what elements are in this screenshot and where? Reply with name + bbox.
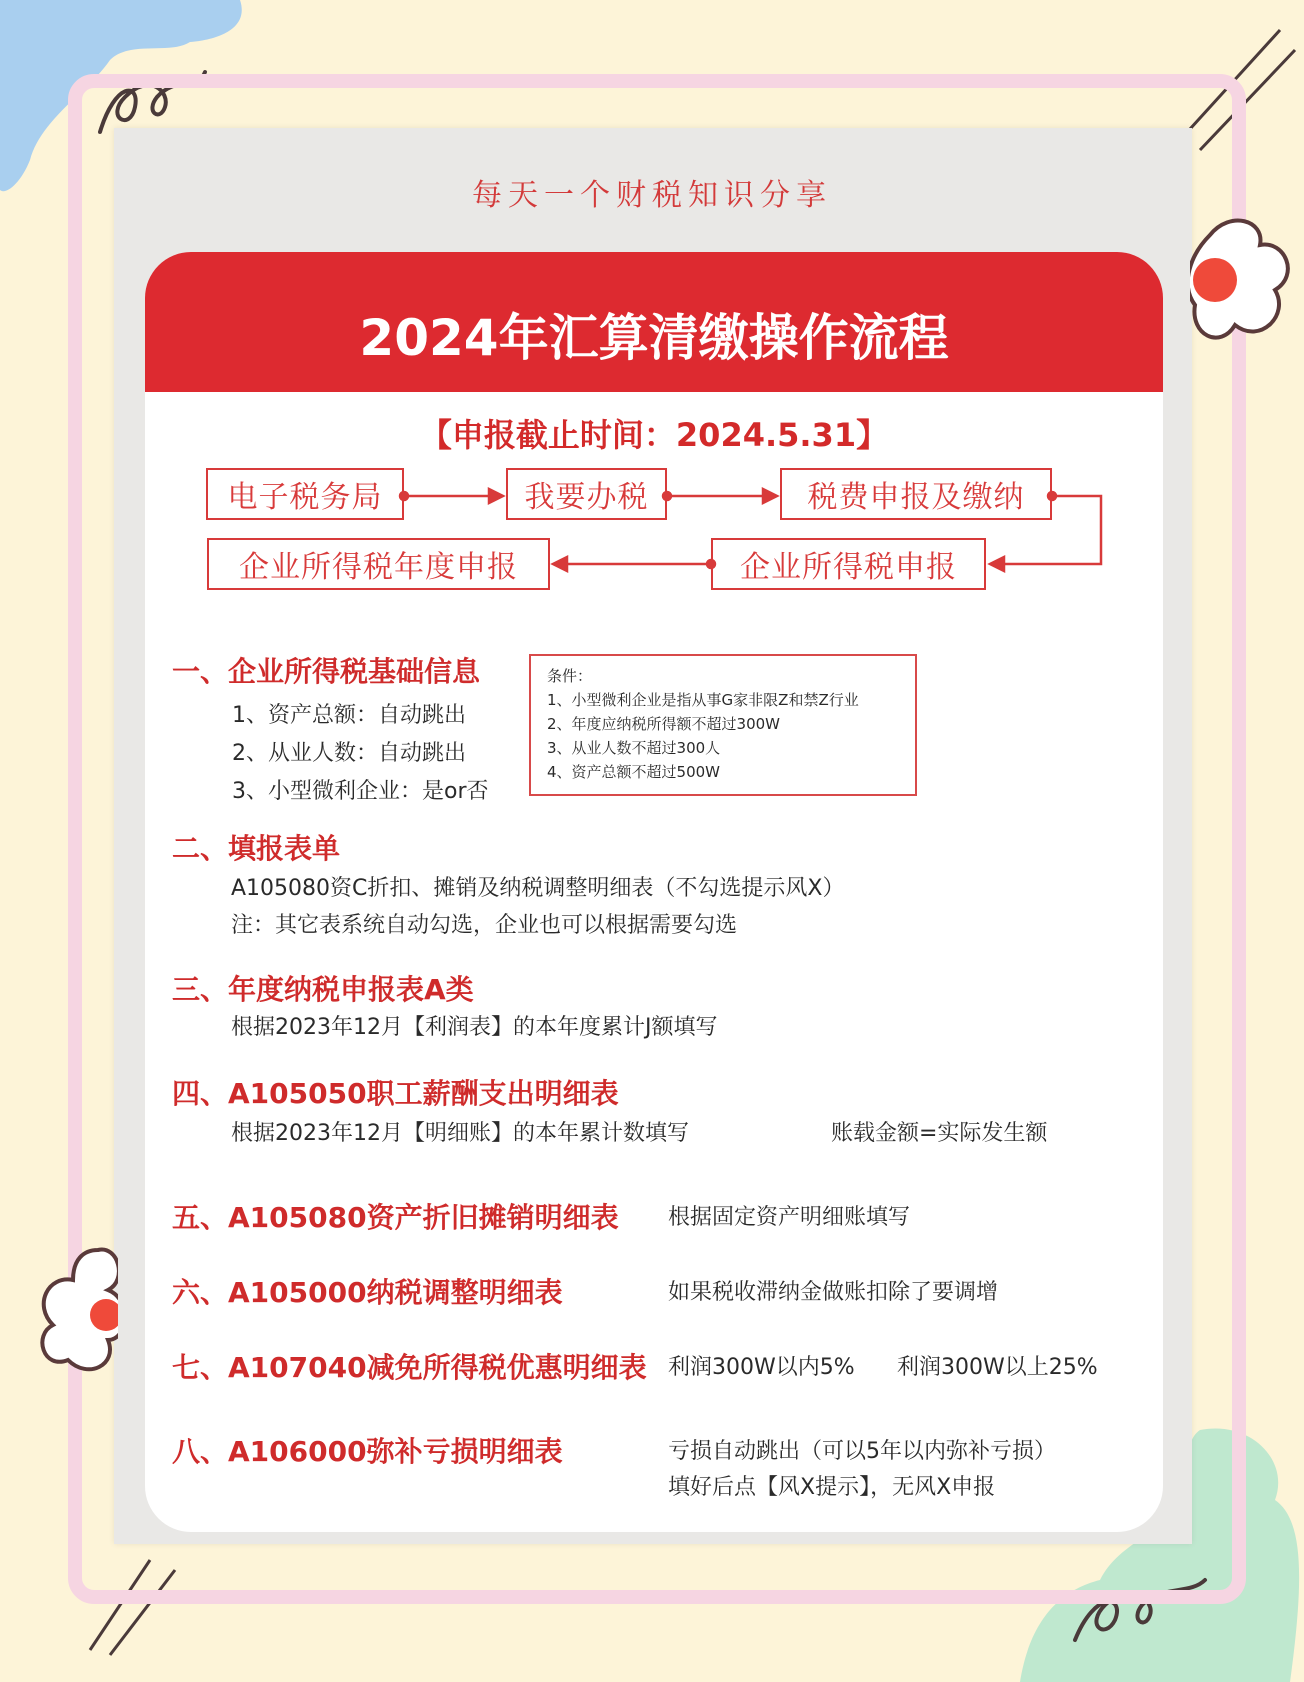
flow-step-tax-declaration: 税费申报及缴纳: [780, 468, 1052, 520]
flow-step-annual-cit-declaration: 企业所得税年度申报: [207, 538, 550, 590]
section-4-line-1: 根据2023年12月【明细账】的本年累计数填写: [231, 1121, 689, 1146]
conditions-label: 条件：: [547, 667, 593, 685]
flow-step-cit-declaration: 企业所得税申报: [711, 538, 986, 590]
condition-item: 4、资产总额不超过500W: [547, 763, 721, 781]
section-1-item-3: 3、小型微利企业：是or否: [232, 779, 489, 804]
section-1-title: 一、企业所得税基础信息: [172, 655, 481, 688]
section-3-title: 三、年度纳税申报表A类: [172, 973, 474, 1006]
section-5-title: 五、A105080资产折旧摊销明细表: [172, 1201, 619, 1234]
condition-item: 2、年度应纳税所得额不超过300W: [547, 715, 781, 733]
condition-item: 1、小型微利企业是指从事G家非限Z和禁Z行业: [547, 691, 859, 709]
page-title: 2024年汇算清缴操作流程: [359, 309, 949, 367]
section-8-title: 八、A106000弥补亏损明细表: [172, 1435, 563, 1468]
section-1-item-1: 1、资产总额：自动跳出: [232, 703, 466, 728]
section-8-note-1: 亏损自动跳出（可以5年以内弥补亏损）: [668, 1439, 1056, 1464]
section-3-line-1: 根据2023年12月【利润表】的本年度累计J额填写: [231, 1015, 718, 1040]
section-7-title: 七、A107040减免所得税优惠明细表: [172, 1351, 647, 1384]
deadline-text: 【申报截止时间：2024.5.31】: [419, 416, 889, 454]
section-2-line-1: A105080资C折扣、摊销及纳税调整明细表（不勾选提示风X）: [231, 876, 845, 901]
section-4-note: 账载金额=实际发生额: [831, 1121, 1048, 1146]
content-card: [145, 252, 1163, 1532]
flower-right: [1190, 205, 1300, 355]
section-7-note-1: 利润300W以内5%: [668, 1355, 855, 1380]
section-5-note: 根据固定资产明细账填写: [668, 1205, 911, 1230]
section-2-title: 二、填报表单: [172, 832, 341, 865]
section-2-line-2: 注：其它表系统自动勾选，企业也可以根据需要勾选: [231, 913, 738, 938]
section-7-note-2: 利润300W以上25%: [897, 1355, 1098, 1380]
section-4-title: 四、A105050职工薪酬支出明细表: [172, 1077, 619, 1110]
condition-item: 3、从业人数不超过300人: [547, 739, 721, 757]
section-6-title: 六、A105000纳税调整明细表: [172, 1276, 563, 1309]
section-8-note-2: 填好后点【风X提示】，无风X申报: [668, 1475, 996, 1500]
flow-arrows: [145, 252, 1163, 612]
flow-step-tax-handling: 我要办税: [506, 468, 667, 520]
top-tagline: 每天一个财税知识分享: [472, 178, 832, 213]
section-6-note: 如果税收滞纳金做账扣除了要调增: [668, 1280, 999, 1305]
flower-left: [38, 1240, 118, 1380]
conditions-box: [529, 654, 917, 796]
section-1-item-2: 2、从业人数：自动跳出: [232, 741, 466, 766]
flow-step-e-tax-bureau: 电子税务局: [206, 468, 404, 520]
